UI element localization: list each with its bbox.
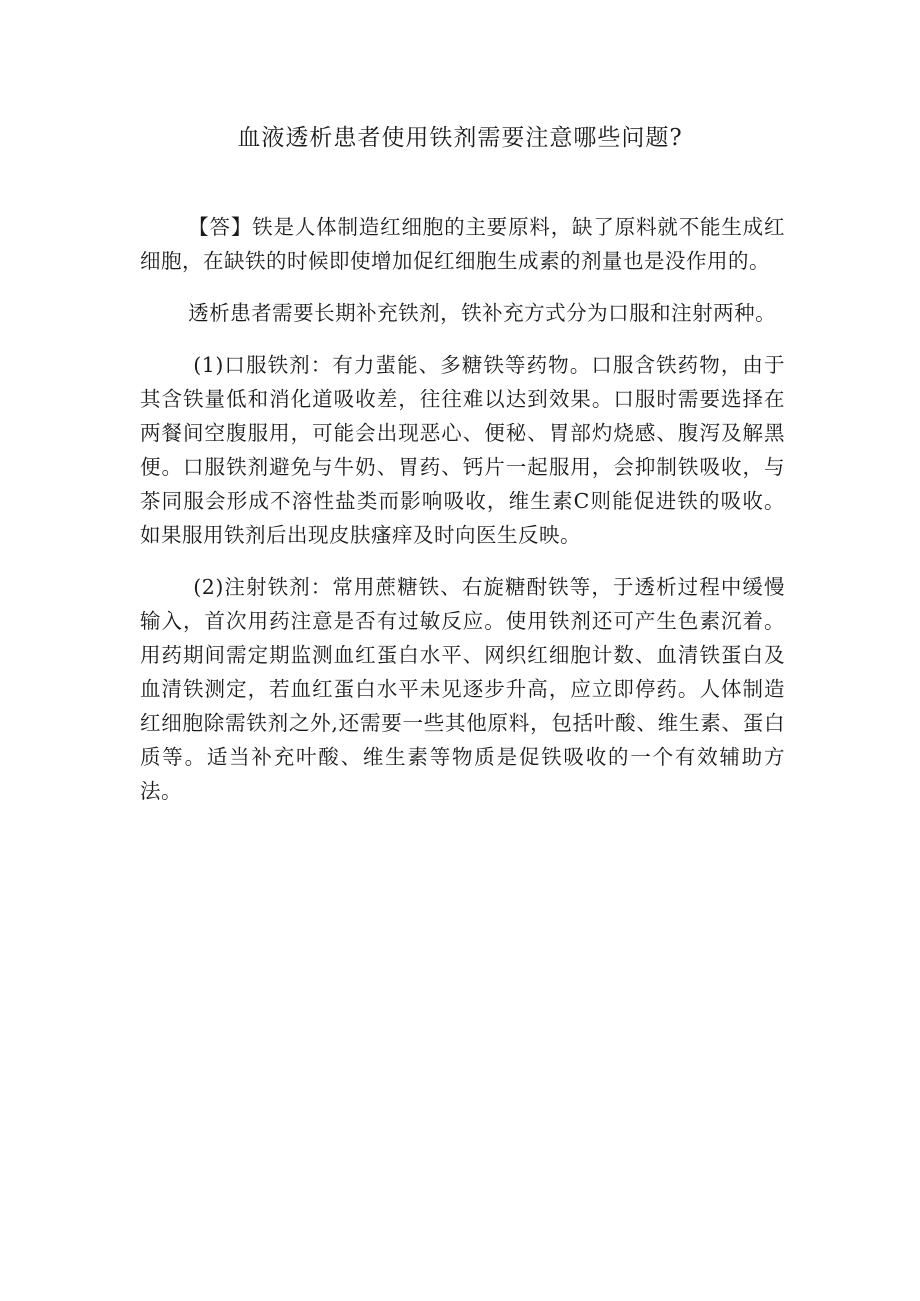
supplement-methods-paragraph: 透析患者需要长期补充铁剂，铁补充方式分为口服和注射两种。 — [188, 301, 777, 325]
answer-paragraph: 【答】铁是人体制造红细胞的主要原料，缺了原料就不能生成红细胞，在缺铁的时候即使增加促红细胞生成素的剂量也是没作用的。 — [140, 215, 785, 273]
document-body — [140, 210, 785, 808]
injection-iron-paragraph: (2)注射铁剂：常用蔗糖铁、右旋糖酎铁等，于透析过程中缓慢输入，首次用药注意是否有过敏反应。使用铁剂还可产生色素沉着。用药期间需定期监测血红蛋白水平、网织红细胞计数、血清铁蛋白及血清铁测定，若血红蛋白水平未见逐步升高，应立即停药。人体制造红细胞除需铁剂之外,还需要一些其他原料，包括叶酸、维生素、蛋白质等。适当补充叶酸、维生素等物质是促铁吸收的一个有效辅助方法。 — [140, 575, 785, 803]
document-title: 血液透析患者使用铁剂需要注意哪些问题? — [237, 125, 683, 151]
oral-iron-paragraph: (1)口服铁剂：有力蜚能、多糖铁等药物。口服含铁药物，由于其含铁量低和消化道吸收差，往往难以达到效果。口服时需要选择在两餐间空腹服用，可能会出现恶心、便秘、胃部灼烧感、腹泻及解黑便。口服铁剂避免与牛奶、胃药、钙片一起服用，会抑制铁吸收，与茶同服会形成不溶性盐类而影响吸收，维生素C则能促进铁的吸收。如果服用铁剂后出现皮肤瘙痒及时向医生反映。 — [140, 353, 785, 547]
